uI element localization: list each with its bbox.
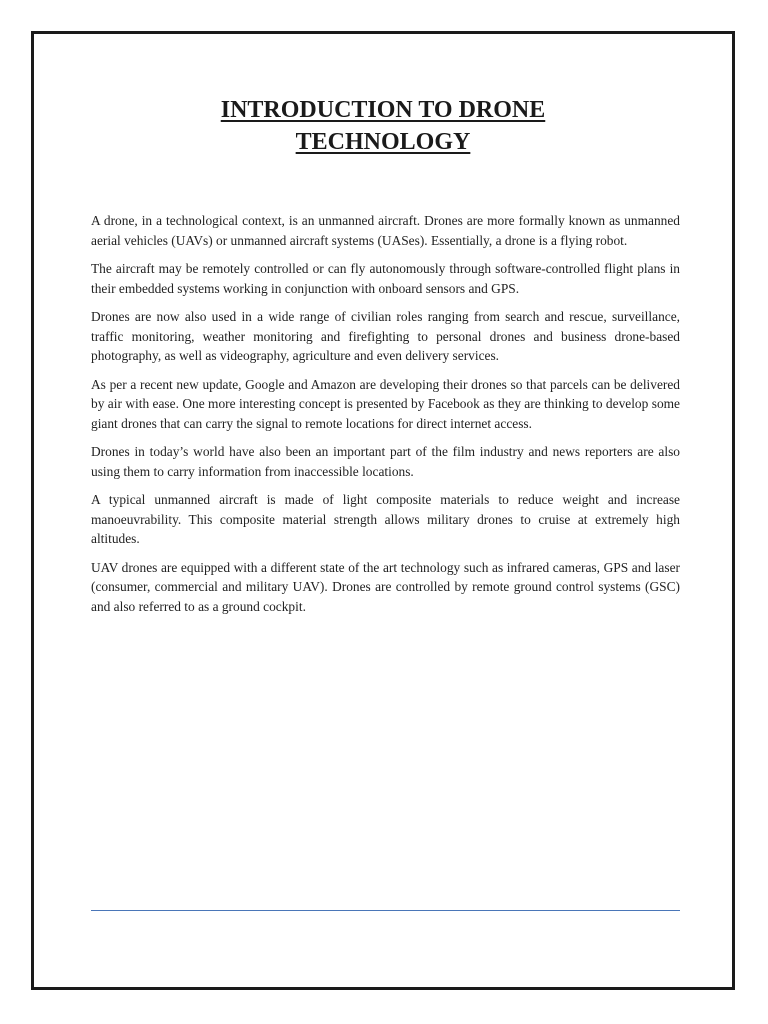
paragraph: Drones in today’s world have also been an important part of the film industry and news reporters are also using them to carry information from inaccessible locations.	[91, 444, 680, 479]
paragraph: A drone, in a technological context, is an unmanned aircraft. Drones are more formally known as unmanned aerial vehicles (UAVs) or unmanned aircraft systems (UASes). Essentially, a drone is a flying robot.	[91, 213, 680, 248]
title-line-1: INTRODUCTION TO DRONE	[220, 97, 546, 123]
paragraph: The aircraft may be remotely controlled or can fly autonomously through software-controlled flight plans in their embedded systems working in conjunction with onboard sensors and GPS.	[91, 261, 680, 296]
title-line-2: TECHNOLOGY	[295, 129, 471, 155]
paragraph: A typical unmanned aircraft is made of light composite materials to reduce weight and increase manoeuvrability. This composite material strength allows military drones to cruise at extremely high altitudes.	[91, 492, 680, 546]
page-title	[34, 94, 732, 158]
paragraph: UAV drones are equipped with a different state of the art technology such as infrared cameras, GPS and laser (consumer, commercial and military UAV). Drones are controlled by remote ground control systems (GSC) and also referred to as a ground cockpit.	[91, 559, 680, 614]
paragraph: Drones are now also used in a wide range of civilian roles ranging from search and rescue, surveillance, traffic monitoring, weather monitoring and firefighting to personal drones and business drone-based photography, as well as videography, agriculture and even delivery services.	[91, 309, 680, 363]
document-page	[31, 31, 735, 990]
document-body	[91, 211, 680, 625]
footer-divider	[91, 910, 680, 911]
paragraph: As per a recent new update, Google and Amazon are developing their drones so that parcels can be delivered by air with ease. One more interesting concept is presented by Facebook as they are thinking to develop some giant drones that can carry the signal to remote locations for direct internet access.	[91, 376, 680, 431]
